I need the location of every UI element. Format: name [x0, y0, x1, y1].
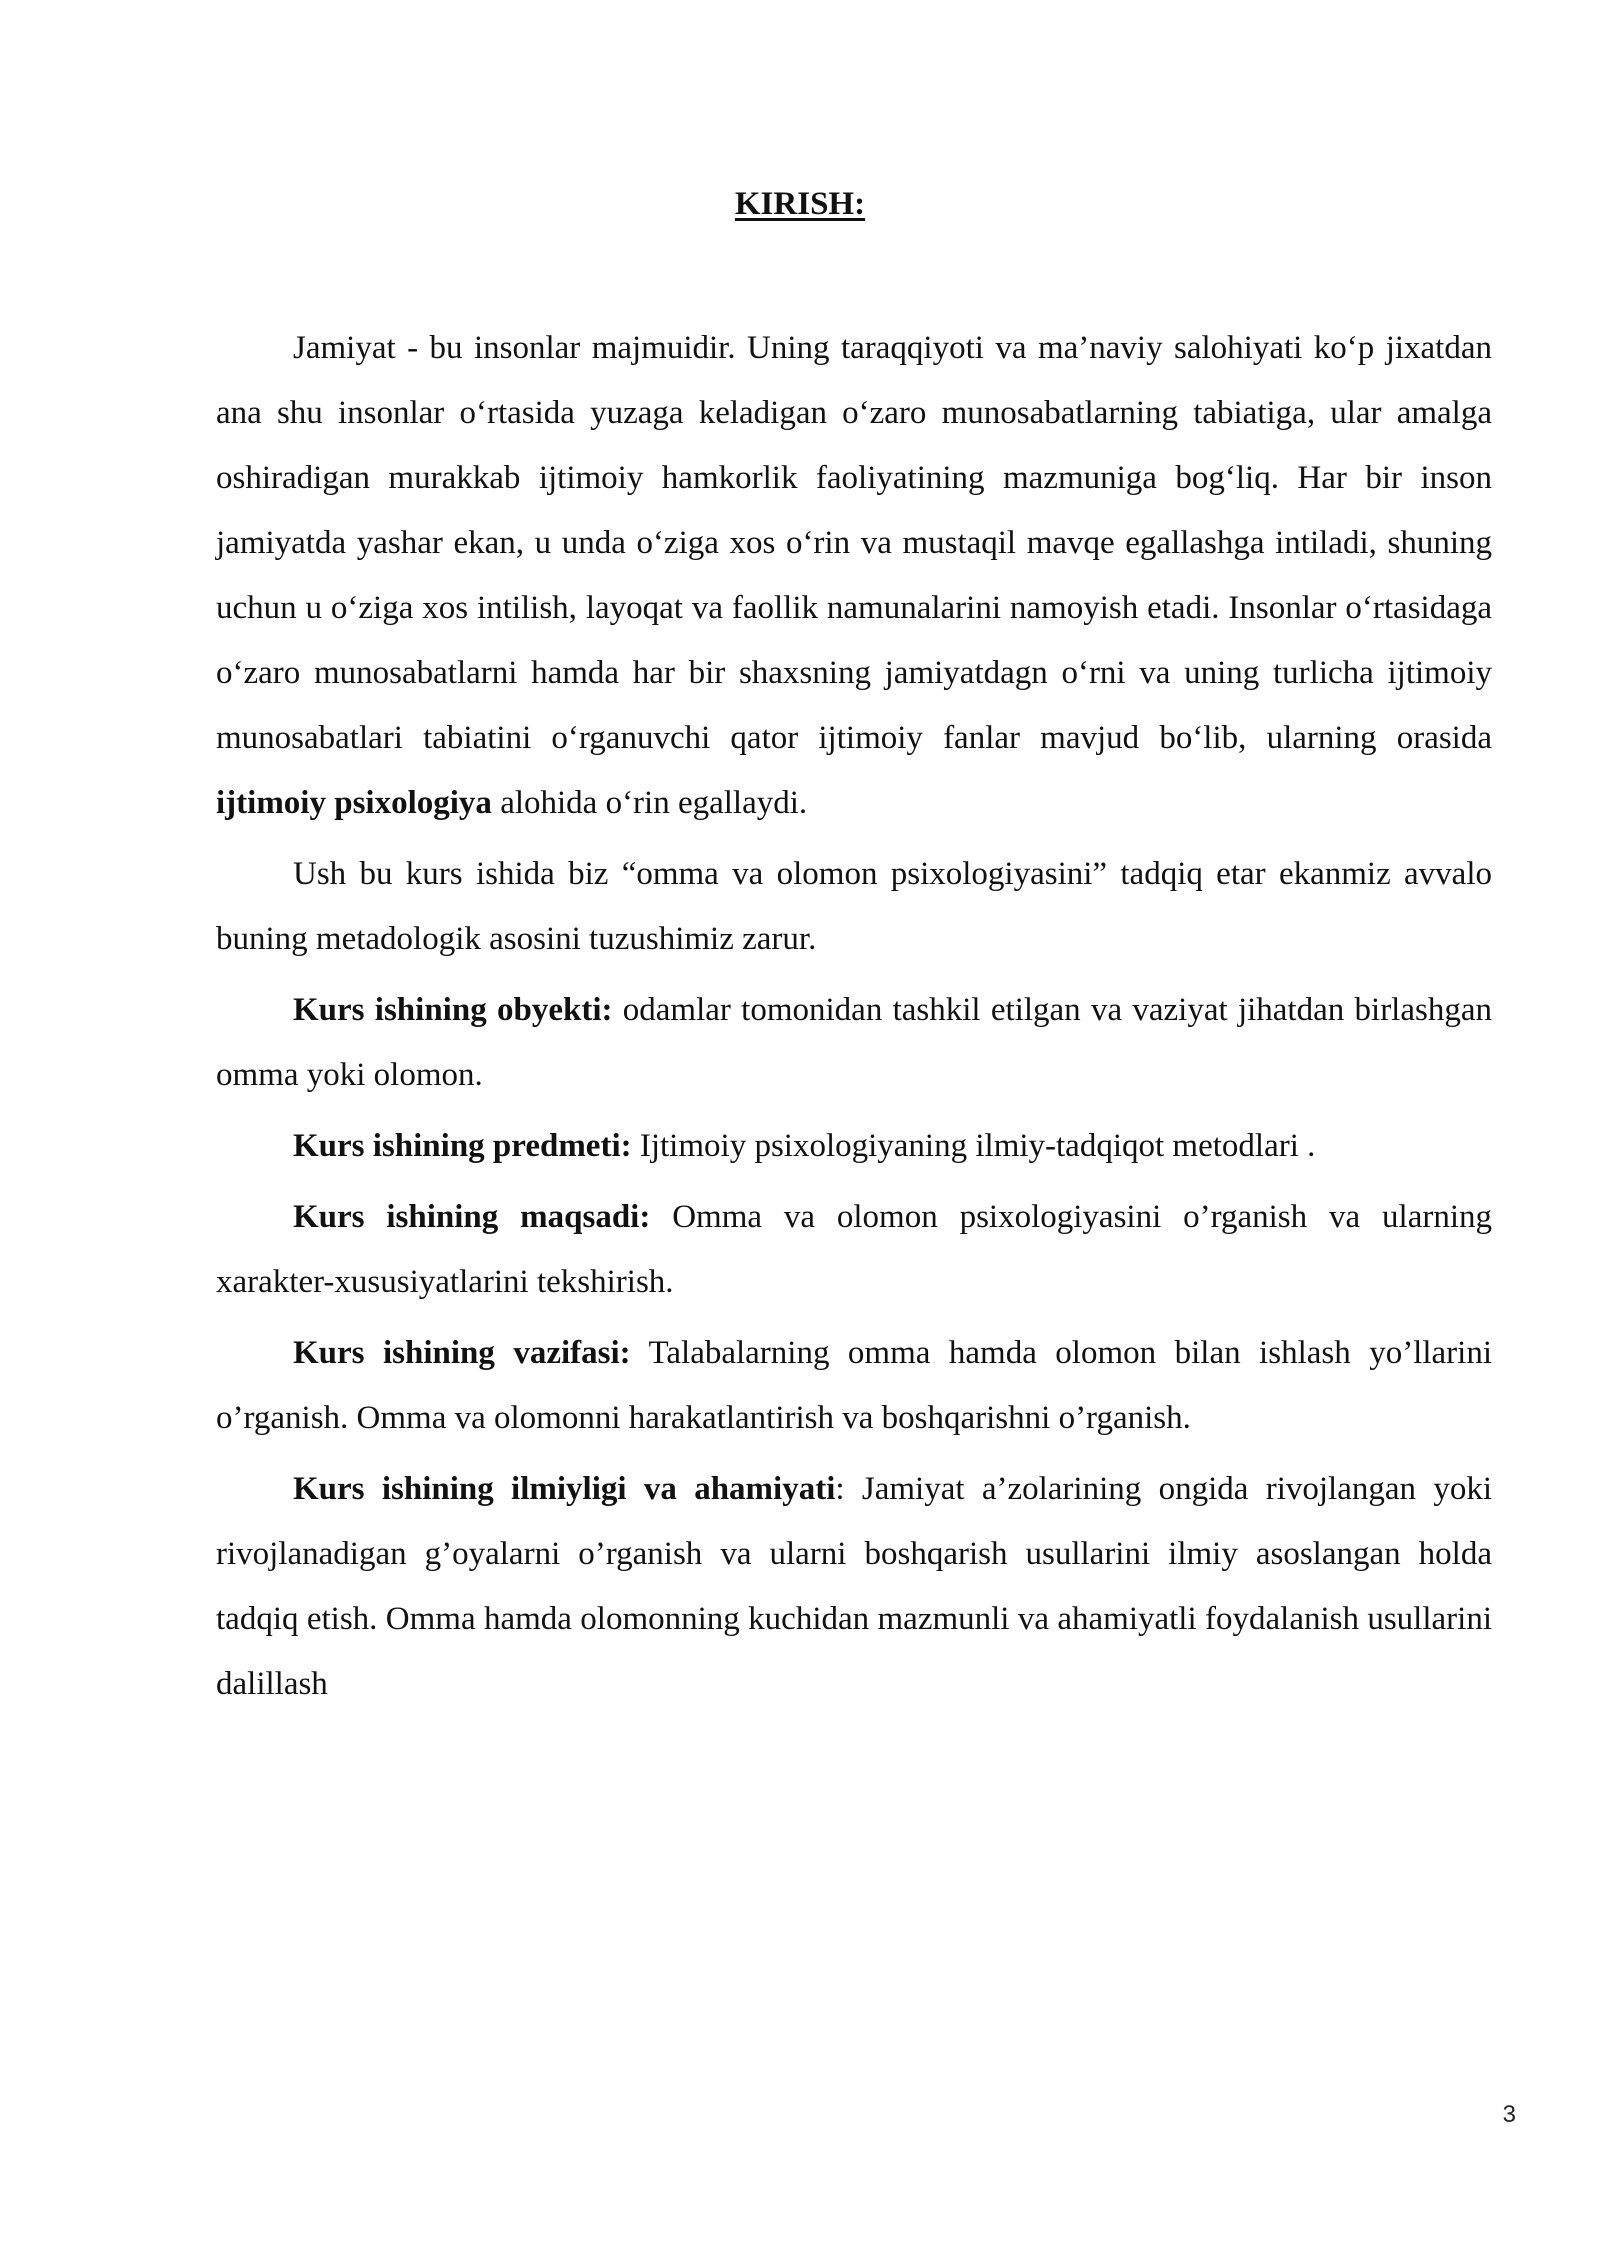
task-text: Talabalarning omma hamda olomon bilan ishlash yo’llarini o’rganish. Omma va olomonni harakatlantirish va boshqarishni o’rganish. [216, 1335, 1492, 1436]
subject-text: Ijtimoiy psixologiyaning ilmiy-tadqiqot metodlari . [631, 1128, 1316, 1164]
object-text: odamlar tomonidan tashkil etilgan va vaziyat jihatdan birlashgan omma yoki olomon. [216, 992, 1492, 1093]
task-paragraph [216, 1321, 1492, 1451]
significance-label: Kurs ishining ilmiyligi va ahamiyati [293, 1471, 836, 1507]
page-title: KIRISH: [734, 186, 866, 222]
significance-text: : Jamiyat a’zolarining ongida rivojlangan yoki rivojlanadigan g’oyalarni o’rganish va ularni boshqarish usullarini ilmiy asoslangan holda tadqiq etish. Omma hamda olomonning kuchidan mazmunli va ahamiyatli foydalanish usullarini dalillash [216, 1471, 1492, 1702]
goal-paragraph [216, 1185, 1492, 1315]
object-paragraph [216, 978, 1492, 1108]
intro-bold-term: ijtimoiy psixologiya [216, 785, 492, 821]
task-label: Kurs ishining vazifasi: [293, 1335, 631, 1371]
study-text: Ush bu kurs ishida biz “omma va olomon psixologiyasini” tadqiq etar ekanmiz avvalo buning metadologik asosini tuzushimiz zarur. [216, 856, 1492, 957]
significance-paragraph [216, 1457, 1492, 1717]
study-paragraph [216, 842, 1492, 972]
subject-paragraph [216, 1114, 1492, 1179]
page-number: 3 [1502, 2101, 1516, 2128]
object-label: Kurs ishining obyekti: [293, 992, 613, 1028]
goal-text: Omma va olomon psixologiyasini o’rganish va ularning xarakter-xususiyatlarini tekshirish. [216, 1199, 1492, 1300]
intro-text-before: Jamiyat - bu insonlar majmuidir. Uning taraqqiyoti va ma’naviy salohiyati ko‘p jixatdan ana shu insonlar o‘rtasida yuzaga keladigan o‘zaro munosabatlarning tabiatiga, ular amalga oshiradigan murakkab ijtimoiy hamkorlik faoliyatining mazmuniga bog‘liq. Har bir inson jamiyatda yashar ekan, u unda o‘ziga xos o‘rin va mustaqil mavqe egallashga intiladi, shuning uchun u o‘ziga xos intilish, layoqat va faollik namunalarini namoyish etadi. Insonlar o‘rtasidaga o‘zaro munosabatlarni hamda har bir shaxsning jamiyatdagn o‘rni va uning turlicha ijtimoiy munosabatlari tabiatini o‘rganuvchi qator ijtimoiy fanlar mavjud bo‘lib, ularning orasida [216, 330, 1492, 756]
subject-label: Kurs ishining predmeti: [293, 1128, 632, 1164]
intro-paragraph [216, 316, 1492, 836]
document-body [216, 316, 1492, 1723]
intro-text-after: alohida o‘rin egallaydi. [491, 785, 808, 821]
goal-label: Kurs ishining maqsadi: [293, 1199, 651, 1235]
